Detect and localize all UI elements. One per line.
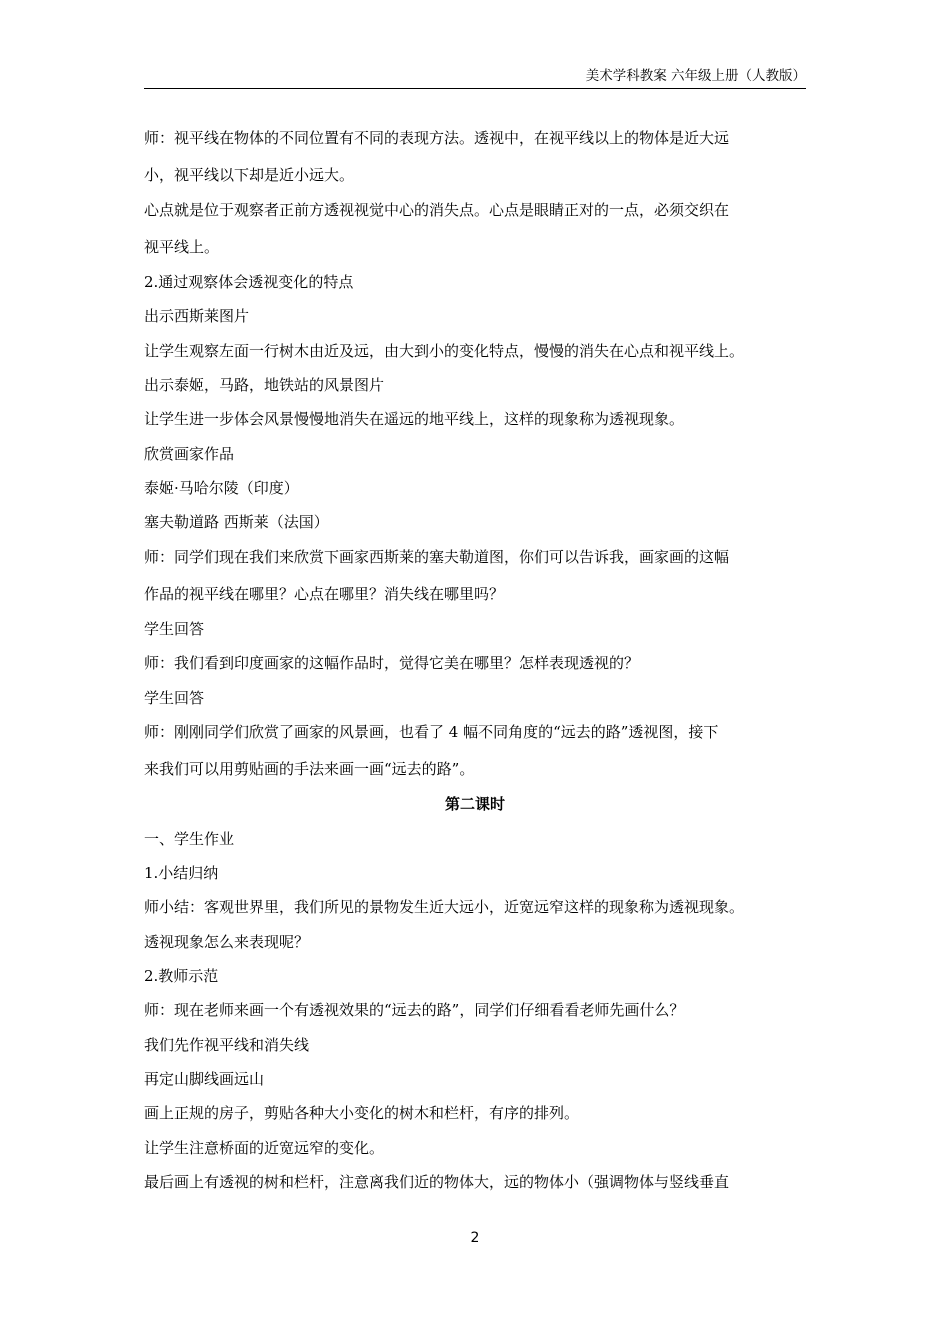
paragraph-line: 师：视平线在物体的不同位置有不同的表现方法。透视中，在视平线以上的物体是近大远 — [144, 129, 730, 147]
paragraph-line: 出示西斯莱图片 — [144, 307, 250, 325]
paragraph-line: 小，视平线以下却是近小远大。 — [144, 166, 355, 184]
paragraph-line: 作品的视平线在哪里？心点在哪里？消失线在哪里吗？ — [144, 585, 505, 603]
paragraph-line: 1.小结归纳 — [144, 864, 219, 882]
paragraph-line: 出示泰姬，马路，地铁站的风景图片 — [144, 376, 385, 394]
paragraph-line: 师：刚刚同学们欣赏了画家的风景画，也看了 4 幅不同角度的“远去的路”透视图，接下 — [144, 723, 719, 741]
paragraph-line: 让学生观察左面一行树木由近及远，由大到小的变化特点，慢慢的消失在心点和视平线上。 — [144, 342, 745, 360]
header-title: 美术学科教案 六年级上册（人教版） — [585, 68, 806, 84]
section-heading: 第二课时 — [444, 795, 505, 813]
paragraph-line: 2.通过观察体会透视变化的特点 — [144, 273, 354, 291]
paragraph-line: 透视现象怎么来表现呢？ — [144, 933, 310, 951]
paragraph-line: 让学生进一步体会风景慢慢地消失在遥远的地平线上，这样的现象称为透视现象。 — [144, 410, 685, 428]
paragraph-line: 最后画上有透视的树和栏杆，注意离我们近的物体大，远的物体小（强调物体与竖线垂直 — [144, 1173, 730, 1191]
paragraph-line: 视平线上。 — [144, 238, 220, 256]
paragraph-line: 一、学生作业 — [144, 830, 235, 848]
paragraph-line: 师：我们看到印度画家的这幅作品时，觉得它美在哪里？怎样表现透视的？ — [144, 654, 640, 672]
paragraph-line: 塞夫勒道路 西斯莱（法国） — [144, 513, 329, 531]
paragraph-line: 师：现在老师来画一个有透视效果的“远去的路”，同学们仔细看看老师先画什么？ — [144, 1001, 685, 1019]
paragraph-line: 让学生注意桥面的近宽远窄的变化。 — [144, 1139, 385, 1157]
paragraph-line: 画上正规的房子，剪贴各种大小变化的树木和栏杆，有序的排列。 — [144, 1104, 580, 1122]
paragraph-line: 学生回答 — [144, 620, 205, 638]
paragraph-line: 心点就是位于观察者正前方透视视觉中心的消失点。心点是眼睛正对的一点，必须交织在 — [144, 201, 730, 219]
page-number: 2 — [470, 1230, 480, 1246]
paragraph-line: 欣赏画家作品 — [144, 445, 235, 463]
paragraph-line: 师小结：客观世界里，我们所见的景物发生近大远小，近宽远窄这样的现象称为透视现象。 — [144, 898, 745, 916]
paragraph-line: 学生回答 — [144, 689, 205, 707]
paragraph-line: 2.教师示范 — [144, 967, 219, 985]
paragraph-line: 再定山脚线画远山 — [144, 1070, 265, 1088]
paragraph-line: 我们先作视平线和消失线 — [144, 1036, 310, 1054]
page-header — [144, 66, 806, 89]
paragraph-line: 来我们可以用剪贴画的手法来画一画“远去的路”。 — [144, 760, 475, 778]
paragraph-line: 泰姬·马哈尔陵（印度） — [144, 479, 299, 497]
paragraph-line: 师：同学们现在我们来欣赏下画家西斯莱的塞夫勒道图，你们可以告诉我，画家画的这幅 — [144, 548, 730, 566]
